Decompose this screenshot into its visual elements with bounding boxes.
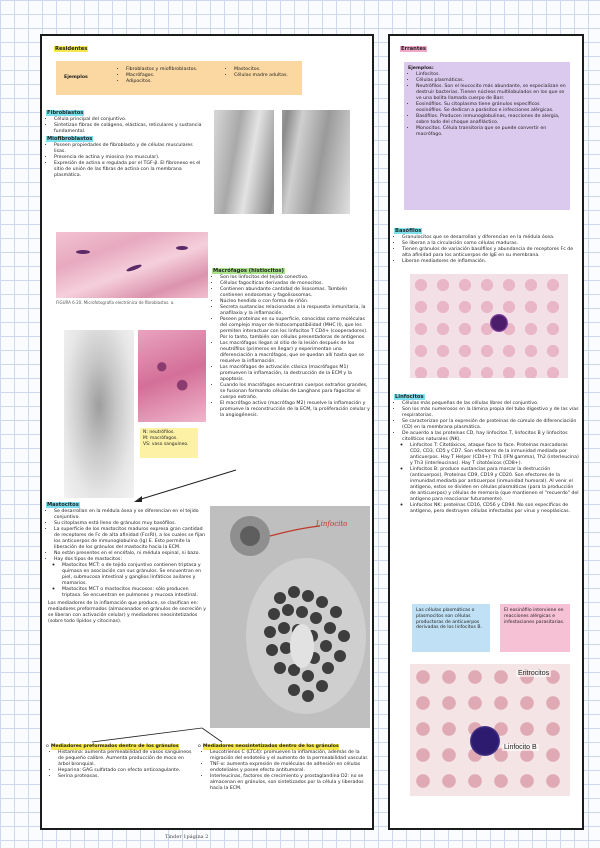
list-item: • La superficie de los mastocitos maduros expresa gran cantidad de receptores de Fc de alta afinidad (FcεRI), a los cuales se fijan los anticuerpos de inmunoglobulina (Ig) E. Esto permite la liberación de los gránulos del mastocito hacia la ECM. bbox=[54, 527, 206, 551]
list-item: • Macrófagos. bbox=[126, 73, 197, 79]
examples-list-1 bbox=[118, 67, 197, 85]
errantes-examples-label: Ejemplos: bbox=[408, 66, 434, 71]
list-item: • Eosinófilos. Su citoplasma tiene gránulos específicos eosinófilos. Se dedican a parásitos e infecciones alérgicas. bbox=[416, 102, 566, 114]
lymphocyte-smear-image bbox=[410, 664, 570, 796]
list-item: • Células fagocíticas derivadas de monocitos. bbox=[220, 281, 370, 287]
examples-list-2 bbox=[226, 67, 288, 79]
mastocitos-title: Mastocitos bbox=[47, 502, 79, 508]
list-item: • Tienen gránulos de variación basófilos y abundancia de receptores Fc de alta afinidad para los anticuerpos de IgE en su membrana. bbox=[402, 247, 580, 259]
preformed-title: Mediadores preformados dentro de los gránulos bbox=[50, 744, 179, 749]
list-item: • No están presentes en el encéfalo, ni médula espinal, ni bazo. bbox=[54, 551, 206, 557]
list-item: • Presencia de actina y miosina (no muscular). bbox=[54, 155, 202, 161]
errantes-title: Errantes bbox=[401, 46, 426, 52]
mastocitos-section bbox=[46, 502, 206, 625]
eosinophil-note: El eosinófilo interviene en reacciones alérgicas e infestaciones parasitarias. bbox=[500, 604, 570, 652]
list-item: • Monocitos. Célula transitoria que se puede convertir en macrófago. bbox=[416, 126, 566, 138]
list-item: • Basófilos. Producen inmunoglobulinas, reacciones de alergia, sobre todo del choque anafiláctico. bbox=[416, 114, 566, 126]
list-item: • Su citoplasma está lleno de gránulos muy basófilos. bbox=[54, 521, 206, 527]
mast-cell-em-image bbox=[210, 506, 370, 728]
legend-line: N: neutrófilos. bbox=[143, 430, 175, 435]
list-item: • El macrófago activo (macrófago M2) resuelve la inflamación y promueve la reconstrucción de la ECM, la proliferación celular y la angiogénesis. bbox=[220, 401, 370, 419]
arrow-icon bbox=[132, 466, 242, 506]
list-item: • Poseen proteínas en su superficie, conocidas como moléculas del complejo mayor de histocompatibilidad (MHC II), que les permiten interactuar con los linfocitos T CD4+ (cooperadores). Por lo tanto, también son células presentadoras de antígenos. bbox=[220, 317, 370, 341]
list-item: • Heparina: GAG sulfatado con efecto anticoagulante. bbox=[58, 768, 196, 774]
list-item: • Sintetizan fibras de colágeno, elásticas, reticulares y sustancia fundamental. bbox=[54, 123, 202, 135]
examples-label: Ejemplos bbox=[64, 75, 88, 80]
list-item: • Poseen propiedades de fibroblasto y de células musculares lisas. bbox=[54, 143, 202, 155]
list-item: • Célula principal del conjuntivo. bbox=[54, 117, 202, 123]
preformed-mediators: o Mediadores preformados dentro de los gránulos • Histamina: aumenta permeabilidad de vasos sanguíneos de pequeño calibre. Aumenta producción de moco en árbol bronquial. • Heparina: GAG sulfatado con efecto anticoagulante. • Serina proteasas. bbox=[46, 744, 196, 780]
list-item: • Núcleo hendido o con forma de riñón. bbox=[220, 299, 370, 305]
neosynthesized-mediators: o Mediadores neosintetizados dentro de los gránulos • Leucotrienos C (LTC4): promueven la inflamación, además de la migración del endotelio y el aumento de la permeabilidad vascular. • TNF-α: aumenta expresión de moléculas de adhesión en células endoteliales y posee efecto antitumoral. • Interleucinas, factores de crecimiento y prostaglandina D2: no se almacenan en gránulos, son sintetizados por la célula y liberados hacia la ECM. bbox=[198, 744, 370, 792]
right-page bbox=[388, 34, 584, 830]
list-item: • Células plasmáticas. bbox=[416, 78, 566, 84]
miofibroblastos-title: Miofibroblastos bbox=[47, 136, 93, 142]
list-item: • Mastocitos. bbox=[234, 67, 288, 73]
list-item: • Linfocitos. bbox=[416, 72, 566, 78]
fibroblastos-title: Fibroblastos bbox=[47, 110, 84, 116]
list-item: ◦ Linfocitos NK: proteínas CD16, CD56 y CD94. No son específicos de antígeno, pero destruyen células infectadas por virus y neoplásicas. bbox=[410, 503, 580, 515]
list-item: • Serina proteasas. bbox=[58, 774, 196, 780]
left-page bbox=[40, 34, 374, 830]
list-item: • De acuerdo a las proteínas CD, hay linfocitos T, linfocitos B y linfocitos citolíticos naturales (NK). ◦ Linfocitos T: Citotóxicos, ataque face to face. Proteínas marcadoras CD2, CD3, CD5 y CD7. Son efectores de la inmunidad mediada por anticuerpos. Hay T Helper (CD4+): Th1 (IFN gamma), Th2 (interleucina) y Th3 (interleucinas). Hay T citotóxicos (CD8+). ◦ Linfocitos B: produce sustancias para marcar la destrucción (anticuerpos). Proteínas CD9, CD19 y CD20. Son efectores de la inmunidad mediada por anticuerpos (inmunidad humoral). Al venir el antígeno, estos se dividen en células plasmáticas (para la producción de anticuerpos) y células de memoria (que mantienen el "recuerdo" del antígeno para reaccionar futuramente). ◦ Linfocitos NK: proteínas CD16, CD56 y CD94. No son específicos de antígeno, pero destruyen células infectadas por virus y neoplásicas. bbox=[402, 431, 580, 515]
linfocito-b-label: Linfocito B bbox=[504, 744, 537, 751]
legend-line: M: macrófagos. bbox=[143, 436, 178, 441]
list-item: • Secreta sustancias relacionadas a la respuesta inmunitaria, la anafilaxia y la inflamación. bbox=[220, 305, 370, 317]
list-item: ◦ Mastocitos MCT o mastocitos mucosos: sólo producen triptasa. Se encuentran en pulmones y mucosa intestinal. bbox=[62, 587, 206, 599]
list-item: • Liberan mediadores de inflamación. bbox=[402, 259, 580, 265]
plasma-cell-note: Las células plasmáticas o plasmocitos son células productoras de anticuerpos derivadas de los linfocitos B. bbox=[412, 604, 490, 652]
linfocitos-title: Linfocitos bbox=[395, 394, 424, 400]
fibroblastos-section bbox=[46, 110, 202, 179]
list-item: • Células más pequeñas de las células libres del conjuntivo. bbox=[402, 401, 580, 407]
errantes-examples-box bbox=[404, 62, 570, 210]
list-item: • TNF-α: aumenta expresión de moléculas de adhesión en células endoteliales y posee efecto antitumoral. bbox=[210, 762, 370, 774]
macrophage-em-image bbox=[64, 330, 134, 498]
macrofagos-title: Macrófagos (histiocitos) bbox=[213, 268, 284, 274]
fibroblast-em-image bbox=[214, 110, 350, 214]
list-item: • Células madre adultas. bbox=[234, 73, 288, 79]
list-item: • Se liberan a la circulación como células maduras. bbox=[402, 241, 580, 247]
list-item: • Se desarrollan en la médula ósea y se diferencian en el tejido conjuntivo. bbox=[54, 509, 206, 521]
list-item: • Son los más numerosos en la lámina propia del tubo digestivo y de las vías respiratorias. bbox=[402, 407, 580, 419]
list-item: • Contienen abundante cantidad de lisosomas. También contienen endosomas y fagolisosomas. bbox=[220, 287, 370, 299]
linfocitos-section bbox=[394, 394, 580, 515]
legend-note bbox=[140, 428, 198, 458]
connector-arrows bbox=[52, 726, 372, 746]
page-footer: Tinder 1página 2 bbox=[165, 834, 209, 840]
list-item: • Granulocitos que se desarrollan y diferencian en la médula ósea. bbox=[402, 235, 580, 241]
examples-box bbox=[56, 61, 302, 95]
neo-title: Mediadores neosintetizados dentro de los gránulos bbox=[202, 744, 339, 749]
basofilos-section bbox=[394, 228, 580, 265]
list-item: • Los macrófagos de activación clásica (macrófagos M1) promueven la inflamación, la destrucción de la ECM y la apoptosis. bbox=[220, 365, 370, 383]
lymphocyte-annotation: Linfocito bbox=[316, 520, 348, 528]
mast-cell-granules bbox=[210, 506, 370, 728]
list-item: • Interleucinas, factores de crecimiento y prostaglandina D2: no se almacenan en gránulos, son sintetizados por la célula y liberados hacia la ECM. bbox=[210, 774, 370, 792]
list-item: • Adipocitos. bbox=[126, 79, 197, 85]
list-item: • Expresión de actina α regulada por el TGF-β. El fibronexo es el sitio de unión de las fibras de actina con la membrana plasmática. bbox=[54, 161, 202, 179]
list-item: • Fibroblastos y miofibroblastos. bbox=[126, 67, 197, 73]
residentes-title: Residentes bbox=[55, 46, 88, 52]
list-item: ◦ Mastocitos MCT: o de tejido conjuntivo contienen triptasa y quimasa en asociación con sus gránulos. Se encuentran en piel, submucosa intestinal y ganglios linfáticos axilares y mamarios. bbox=[62, 563, 206, 587]
macrofagos-section bbox=[212, 268, 370, 419]
macrophage-histology-image bbox=[138, 330, 206, 422]
list-item: • Los macrófagos llegan al sitio de la lesión después de los neutrófilos (primeros en llegar) y experimentan una diferenciación a macrófagos, que se quedan allí hasta que se resuelve la inflamación. bbox=[220, 341, 370, 365]
list-item: ◦ Linfocitos T: Citotóxicos, ataque face to face. Proteínas marcadoras CD2, CD3, CD5 y CD7. Son efectores de la inmunidad mediada por anticuerpos. Hay T Helper (CD4+): Th1 (IFN gamma), Th2 (interleucina) y Th3 (interleucinas). Hay T citotóxicos (CD8+). bbox=[410, 443, 580, 467]
figure-caption: FIGURA 6-20. Microfotografía electrónica de fibroblastos. a. bbox=[56, 300, 175, 305]
list-item: • Hay dos tipos de mastocitos: ◦ Mastocitos MCT: o de tejido conjuntivo contienen triptasa y quimasa en asociación con sus gránulos. Se encuentran en piel, submucosa intestinal y ganglios linfáticos axilares y mamarios. ◦ Mastocitos MCT o mastocitos mucosos: sólo producen triptasa. Se encuentran en pulmones y mucosa intestinal. bbox=[54, 557, 206, 599]
basofilos-title: Basófilos bbox=[395, 228, 422, 234]
list-item: ◦ Linfocitos B: produce sustancias para marcar la destrucción (anticuerpos). Proteínas CD9, CD19 y CD20. Son efectores de la inmunidad mediada por anticuerpos (inmunidad humoral). Al venir el antígeno, estos se dividen en células plasmáticas (para la producción de anticuerpos) y células de memoria (que mantienen el "recuerdo" del antígeno para reaccionar futuramente). bbox=[410, 467, 580, 503]
mastocitos-mediators-text: Los mediadores de la inflamación que produce, se clasifican en: mediadores preformados (almacenados en gránulos de secreción y se liberan con activación celular) y mediadores neosintetizados (sobre todo lípidos y citocinas). bbox=[48, 601, 206, 624]
list-item: • Se caracterizan por la expresión de proteínas de cúmulo de diferenciación (CD) en la membrana plasmática. bbox=[402, 419, 580, 431]
list-item: • Neutrófilos. Son el leucocito más abundante, se especializan en destruir bacterias. Tienen núcleos multilobulados en los que se ve una bolita llamada cuerpo de Barr. bbox=[416, 84, 566, 102]
basophil-smear-image bbox=[410, 274, 568, 378]
legend-line: VS: vaso sanguíneo. bbox=[143, 442, 189, 447]
eritrocitos-label: Eritrocitos bbox=[518, 670, 550, 677]
list-item: • Son los linfocitos del tejido conectivo. bbox=[220, 275, 370, 281]
list-item: • Histamina: aumenta permeabilidad de vasos sanguíneos de pequeño calibre. Aumenta producción de moco en árbol bronquial. bbox=[58, 750, 196, 768]
fibroblast-histology-image bbox=[56, 232, 208, 298]
list-item: • Leucotrienos C (LTC4): promueven la inflamación, además de la migración del endotelio y el aumento de la permeabilidad vascular. bbox=[210, 750, 370, 762]
list-item: • Cuando los macrófagos encuentran cuerpos extraños grandes, se fusionan formando células de Langhans para fagocitar el cuerpo extraño. bbox=[220, 383, 370, 401]
